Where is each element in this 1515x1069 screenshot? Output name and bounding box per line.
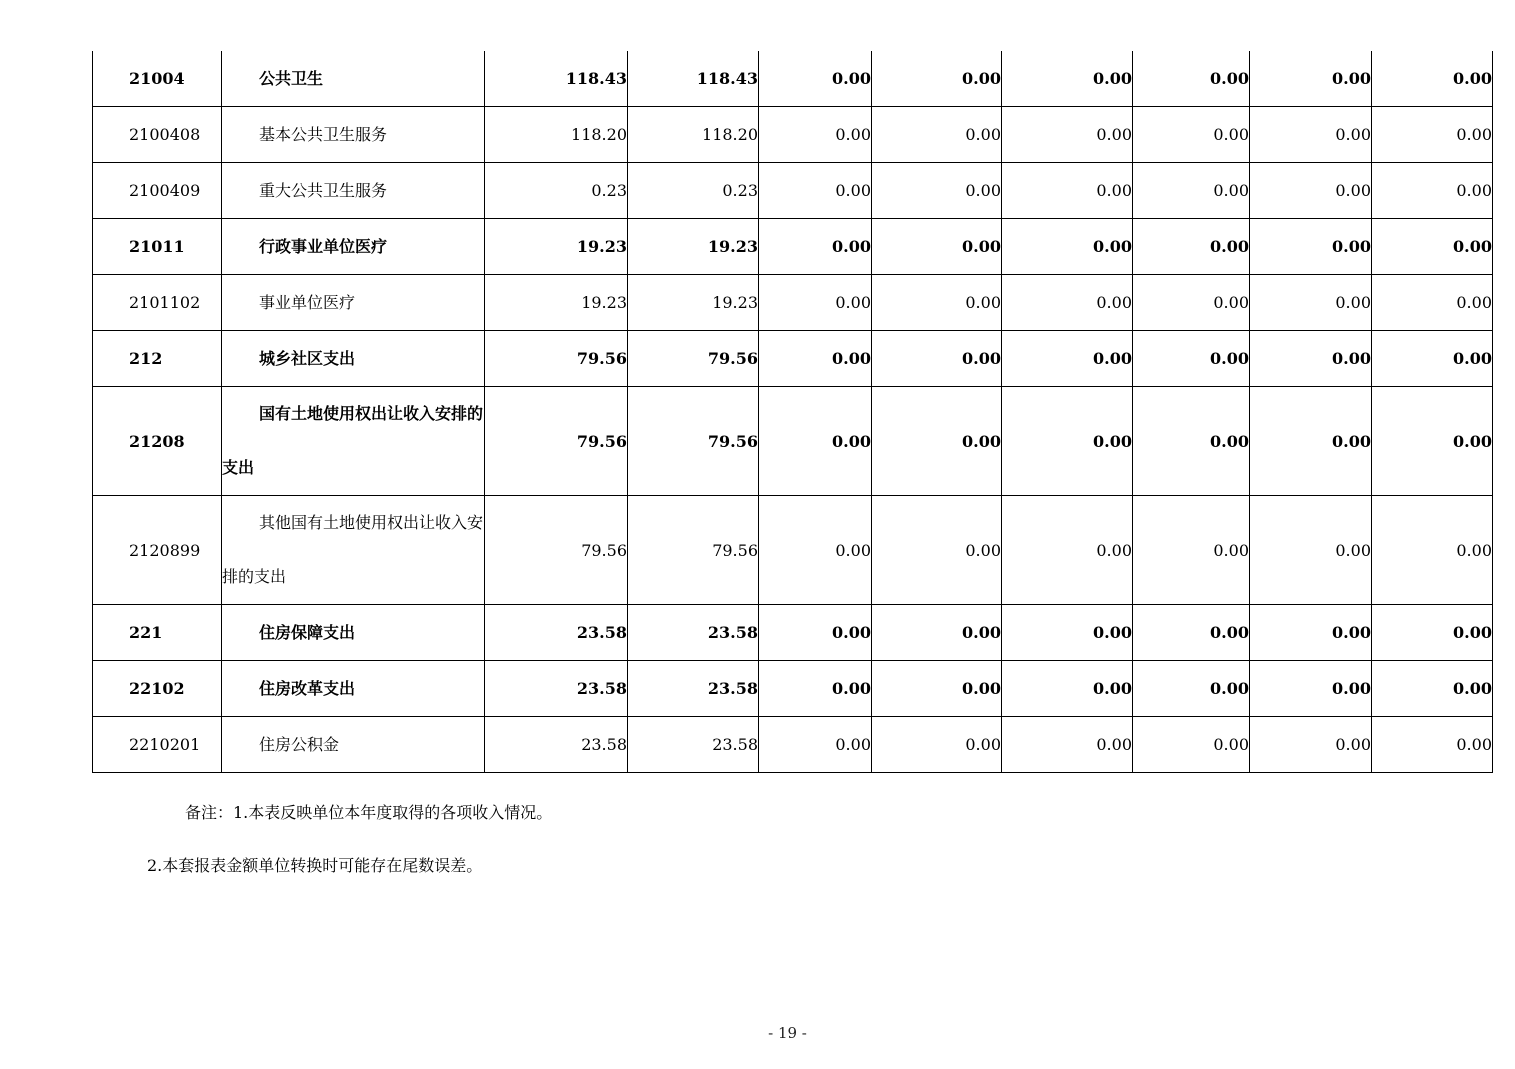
row-code: 212 — [93, 331, 222, 387]
row-name: 住房保障支出 — [259, 622, 356, 642]
row-value-4: 0.00 — [872, 387, 1002, 496]
row-value-3: 0.00 — [759, 163, 872, 219]
row-value-1: 79.56 — [485, 331, 628, 387]
row-value-5: 0.00 — [1002, 331, 1133, 387]
row-name: 其他国有土地使用权出让收入安排的支出 — [222, 513, 484, 586]
note-line-2: 2.本套报表金额单位转换时可能存在尾数误差。 — [147, 856, 483, 875]
row-value-2: 19.23 — [628, 219, 759, 275]
row-name-cell — [222, 219, 485, 275]
row-value-1: 23.58 — [485, 717, 628, 773]
row-value-6: 0.00 — [1133, 717, 1250, 773]
row-value-4: 0.00 — [872, 163, 1002, 219]
row-value-4: 0.00 — [872, 661, 1002, 717]
row-value-4: 0.00 — [872, 605, 1002, 661]
row-value-6: 0.00 — [1133, 275, 1250, 331]
row-value-6: 0.00 — [1133, 107, 1250, 163]
row-value-8: 0.00 — [1372, 163, 1493, 219]
row-name-cell — [222, 387, 485, 496]
table-row — [93, 51, 1493, 107]
row-value-7: 0.00 — [1250, 275, 1372, 331]
row-value-8: 0.00 — [1372, 219, 1493, 275]
row-value-5: 0.00 — [1002, 661, 1133, 717]
row-value-1: 23.58 — [485, 605, 628, 661]
row-value-7: 0.00 — [1250, 717, 1372, 773]
row-value-8: 0.00 — [1372, 387, 1493, 496]
table-row — [93, 717, 1493, 773]
table-row — [93, 661, 1493, 717]
row-value-5: 0.00 — [1002, 387, 1133, 496]
row-name-cell — [222, 496, 485, 605]
row-value-4: 0.00 — [872, 219, 1002, 275]
row-value-7: 0.00 — [1250, 219, 1372, 275]
row-name: 基本公共卫生服务 — [259, 124, 388, 144]
row-name-cell — [222, 275, 485, 331]
row-value-4: 0.00 — [872, 107, 1002, 163]
row-value-3: 0.00 — [759, 51, 872, 107]
row-code: 2100409 — [93, 163, 222, 219]
row-value-3: 0.00 — [759, 331, 872, 387]
row-name-cell — [222, 717, 485, 773]
row-value-5: 0.00 — [1002, 496, 1133, 605]
row-code: 22102 — [93, 661, 222, 717]
table-row — [93, 163, 1493, 219]
table-row — [93, 496, 1493, 605]
row-value-7: 0.00 — [1250, 661, 1372, 717]
row-value-7: 0.00 — [1250, 51, 1372, 107]
row-value-1: 118.20 — [485, 107, 628, 163]
row-code: 21011 — [93, 219, 222, 275]
row-name: 住房公积金 — [259, 734, 340, 754]
row-value-5: 0.00 — [1002, 275, 1133, 331]
row-value-3: 0.00 — [759, 219, 872, 275]
row-value-3: 0.00 — [759, 605, 872, 661]
row-value-8: 0.00 — [1372, 717, 1493, 773]
row-value-5: 0.00 — [1002, 107, 1133, 163]
row-value-5: 0.00 — [1002, 605, 1133, 661]
row-value-4: 0.00 — [872, 275, 1002, 331]
page-number: - 19 - — [768, 1024, 807, 1042]
row-value-7: 0.00 — [1250, 163, 1372, 219]
row-value-6: 0.00 — [1133, 496, 1250, 605]
row-name: 住房改革支出 — [259, 678, 356, 698]
row-value-2: 118.20 — [628, 107, 759, 163]
row-code: 2101102 — [93, 275, 222, 331]
row-code: 2120899 — [93, 496, 222, 605]
row-value-4: 0.00 — [872, 51, 1002, 107]
row-name-cell — [222, 661, 485, 717]
row-code: 2100408 — [93, 107, 222, 163]
row-value-8: 0.00 — [1372, 331, 1493, 387]
row-value-1: 79.56 — [485, 387, 628, 496]
row-code: 21208 — [93, 387, 222, 496]
row-value-1: 0.23 — [485, 163, 628, 219]
row-name-cell — [222, 163, 485, 219]
row-value-2: 79.56 — [628, 387, 759, 496]
row-value-2: 79.56 — [628, 331, 759, 387]
row-value-6: 0.00 — [1133, 661, 1250, 717]
row-value-5: 0.00 — [1002, 163, 1133, 219]
note-line-1: 备注：1.本表反映单位本年度取得的各项收入情况。 — [185, 803, 553, 822]
row-value-2: 23.58 — [628, 605, 759, 661]
row-value-6: 0.00 — [1133, 51, 1250, 107]
row-name-cell — [222, 605, 485, 661]
row-value-3: 0.00 — [759, 387, 872, 496]
row-value-7: 0.00 — [1250, 331, 1372, 387]
row-value-7: 0.00 — [1250, 605, 1372, 661]
row-value-5: 0.00 — [1002, 51, 1133, 107]
row-code: 21004 — [93, 51, 222, 107]
table-body — [93, 51, 1493, 773]
table-row — [93, 275, 1493, 331]
row-value-2: 79.56 — [628, 496, 759, 605]
row-name: 国有土地使用权出让收入安排的支出 — [222, 404, 484, 477]
row-value-2: 23.58 — [628, 717, 759, 773]
table-row — [93, 331, 1493, 387]
row-value-2: 0.23 — [628, 163, 759, 219]
row-name: 重大公共卫生服务 — [259, 180, 388, 200]
row-value-1: 79.56 — [485, 496, 628, 605]
row-value-1: 118.43 — [485, 51, 628, 107]
row-code: 221 — [93, 605, 222, 661]
row-code: 2210201 — [93, 717, 222, 773]
row-name: 事业单位医疗 — [259, 292, 356, 312]
row-name: 城乡社区支出 — [259, 348, 356, 368]
row-value-5: 0.00 — [1002, 717, 1133, 773]
income-table — [92, 51, 1493, 773]
row-value-5: 0.00 — [1002, 219, 1133, 275]
row-value-6: 0.00 — [1133, 331, 1250, 387]
income-table-container — [92, 51, 1492, 773]
row-value-3: 0.00 — [759, 717, 872, 773]
row-name-cell — [222, 51, 485, 107]
row-value-7: 0.00 — [1250, 496, 1372, 605]
row-name-cell — [222, 107, 485, 163]
row-value-1: 19.23 — [485, 275, 628, 331]
row-value-4: 0.00 — [872, 331, 1002, 387]
row-value-3: 0.00 — [759, 107, 872, 163]
row-value-3: 0.00 — [759, 496, 872, 605]
row-value-6: 0.00 — [1133, 387, 1250, 496]
row-value-2: 23.58 — [628, 661, 759, 717]
row-value-3: 0.00 — [759, 661, 872, 717]
row-name: 公共卫生 — [259, 68, 324, 88]
table-row — [93, 387, 1493, 496]
row-value-3: 0.00 — [759, 275, 872, 331]
row-value-4: 0.00 — [872, 717, 1002, 773]
row-value-6: 0.00 — [1133, 219, 1250, 275]
row-value-2: 19.23 — [628, 275, 759, 331]
row-value-6: 0.00 — [1133, 605, 1250, 661]
row-value-7: 0.00 — [1250, 107, 1372, 163]
table-row — [93, 107, 1493, 163]
row-value-8: 0.00 — [1372, 275, 1493, 331]
row-value-8: 0.00 — [1372, 107, 1493, 163]
row-value-8: 0.00 — [1372, 51, 1493, 107]
row-value-4: 0.00 — [872, 496, 1002, 605]
row-value-8: 0.00 — [1372, 605, 1493, 661]
row-name-cell — [222, 331, 485, 387]
row-name: 行政事业单位医疗 — [259, 236, 388, 256]
row-value-2: 118.43 — [628, 51, 759, 107]
table-row — [93, 219, 1493, 275]
row-value-1: 19.23 — [485, 219, 628, 275]
row-value-8: 0.00 — [1372, 661, 1493, 717]
row-value-1: 23.58 — [485, 661, 628, 717]
row-value-8: 0.00 — [1372, 496, 1493, 605]
row-value-7: 0.00 — [1250, 387, 1372, 496]
table-row — [93, 605, 1493, 661]
row-value-6: 0.00 — [1133, 163, 1250, 219]
